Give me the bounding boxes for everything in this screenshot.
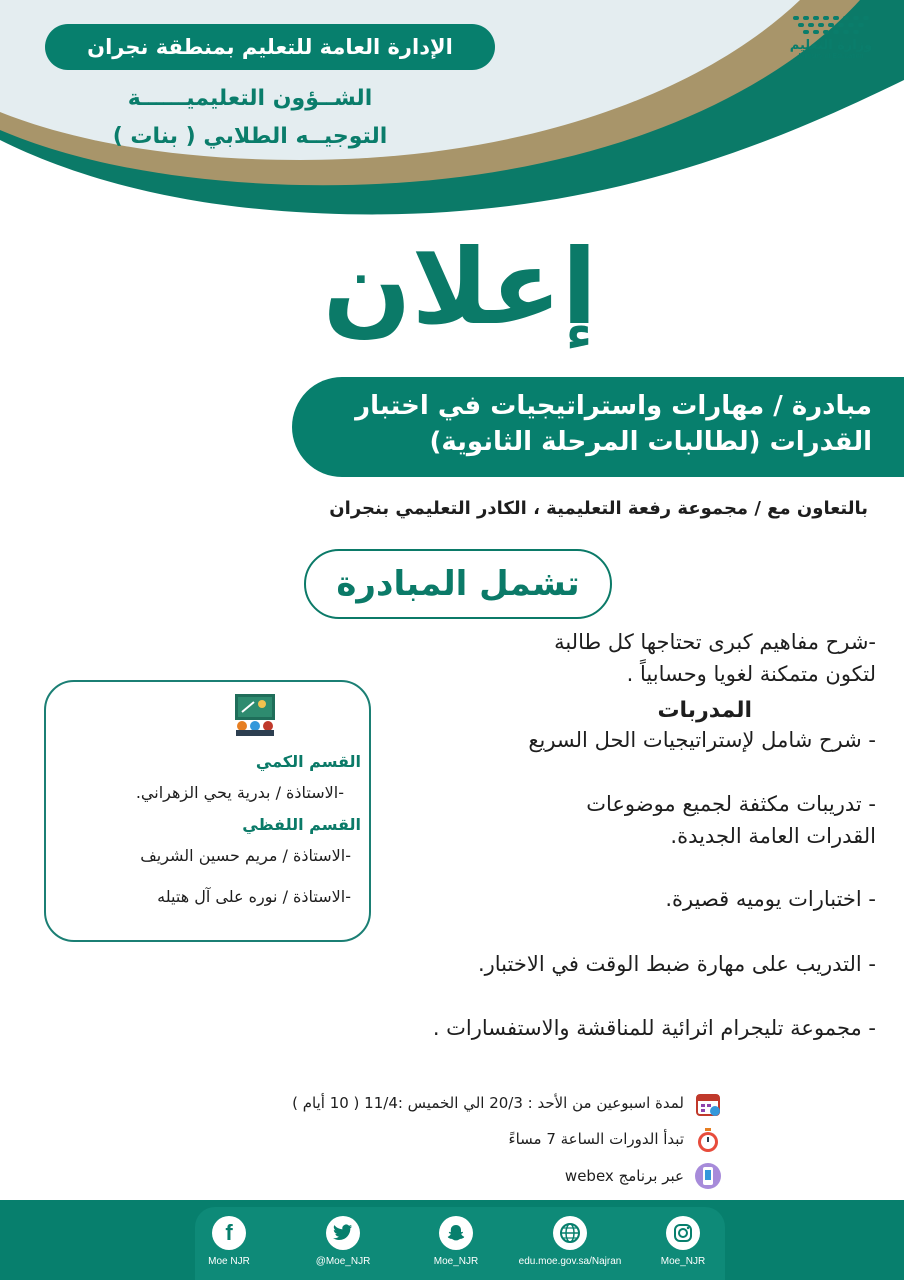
trainer-name: -الاستاذة / نوره على آل هتيله	[157, 887, 351, 906]
duration-text: لمدة اسبوعين من الأحد : 20/3 الي الخميس :11/4 ( 10 أيام )	[292, 1094, 684, 1112]
includes-heading: تشمل المبادرة	[304, 549, 612, 619]
ministry-logo	[776, 14, 886, 74]
social-label: @Moe_NJR	[315, 1256, 371, 1267]
feature-item: - تدريبات مكثفة لجميع موضوعات	[586, 792, 876, 816]
social-label: Moe_NJR	[433, 1256, 479, 1267]
initiative-banner	[292, 377, 904, 477]
verbal-section-label: القسم اللفظي	[242, 815, 361, 834]
affairs-label: الشــؤون التعليميــــــة	[127, 86, 373, 111]
facebook-link[interactable]	[174, 1216, 284, 1267]
banner-line-2: القدرات (لطالبات المرحلة الثانوية)	[429, 427, 872, 457]
platform-text: عبر برنامج webex	[564, 1167, 684, 1185]
banner-line-1: مبادرة / مهارات واستراتيجيات في اختبار	[355, 391, 872, 421]
snapchat-icon	[446, 1223, 466, 1243]
instagram-link[interactable]	[628, 1216, 738, 1267]
social-label: Moe_NJR	[660, 1256, 706, 1267]
trainer-name: -الاستاذة / بدرية يحي الزهراني.	[135, 783, 344, 802]
ministry-name-en: Ministry of Education	[798, 53, 864, 60]
feature-item: - التدريب على مهارة ضبط الوقت في الاختبار.	[477, 952, 876, 976]
social-label: Moe NJR	[208, 1256, 250, 1267]
website-link[interactable]	[515, 1216, 625, 1267]
feature-item: القدرات العامة الجديدة.	[670, 824, 876, 848]
trainer-name: -الاستاذة / مريم حسين الشريف	[140, 846, 351, 865]
calendar-icon	[694, 1090, 722, 1118]
quant-section-label: القسم الكمي	[255, 752, 361, 771]
social-label: edu.moe.gov.sa/Najran	[518, 1256, 622, 1267]
mobile-icon	[694, 1162, 722, 1190]
feature-item: -شرح مفاهيم كبرى تحتاجها كل طالبة	[554, 630, 876, 654]
twitter-link[interactable]	[288, 1216, 398, 1267]
trainers-title: المدربات	[657, 698, 752, 723]
feature-item: - مجموعة تليجرام اثرائية للمناقشة والاستفسارات .	[432, 1016, 876, 1040]
instagram-icon	[673, 1223, 693, 1243]
globe-icon	[559, 1222, 581, 1244]
guidance-label: التوجيــه الطلابي ( بنات )	[112, 124, 388, 149]
ministry-logo-icon	[791, 14, 871, 36]
facebook-icon: f	[225, 1220, 233, 1245]
ministry-name-ar: وزارة التعليم	[789, 38, 873, 53]
feature-item: لتكون متمكنة لغويا وحسابياً .	[626, 662, 876, 686]
feature-item: - شرح شامل لإستراتيجيات الحل السريع	[528, 728, 876, 752]
announcement-title: إعلان	[322, 226, 598, 348]
stopwatch-icon	[694, 1126, 722, 1154]
teacher-icon	[232, 690, 278, 736]
feature-item: - اختبارات يوميه قصيرة.	[665, 887, 876, 911]
snapchat-link[interactable]	[401, 1216, 511, 1267]
twitter-icon	[333, 1224, 353, 1242]
directorate-pill: الإدارة العامة للتعليم بمنطقة نجران	[45, 24, 495, 70]
collaboration-text: بالتعاون مع / مجموعة رفعة التعليمية ، الكادر التعليمي بنجران	[329, 498, 868, 519]
time-text: تبدأ الدورات الساعة 7 مساءً	[508, 1130, 684, 1148]
